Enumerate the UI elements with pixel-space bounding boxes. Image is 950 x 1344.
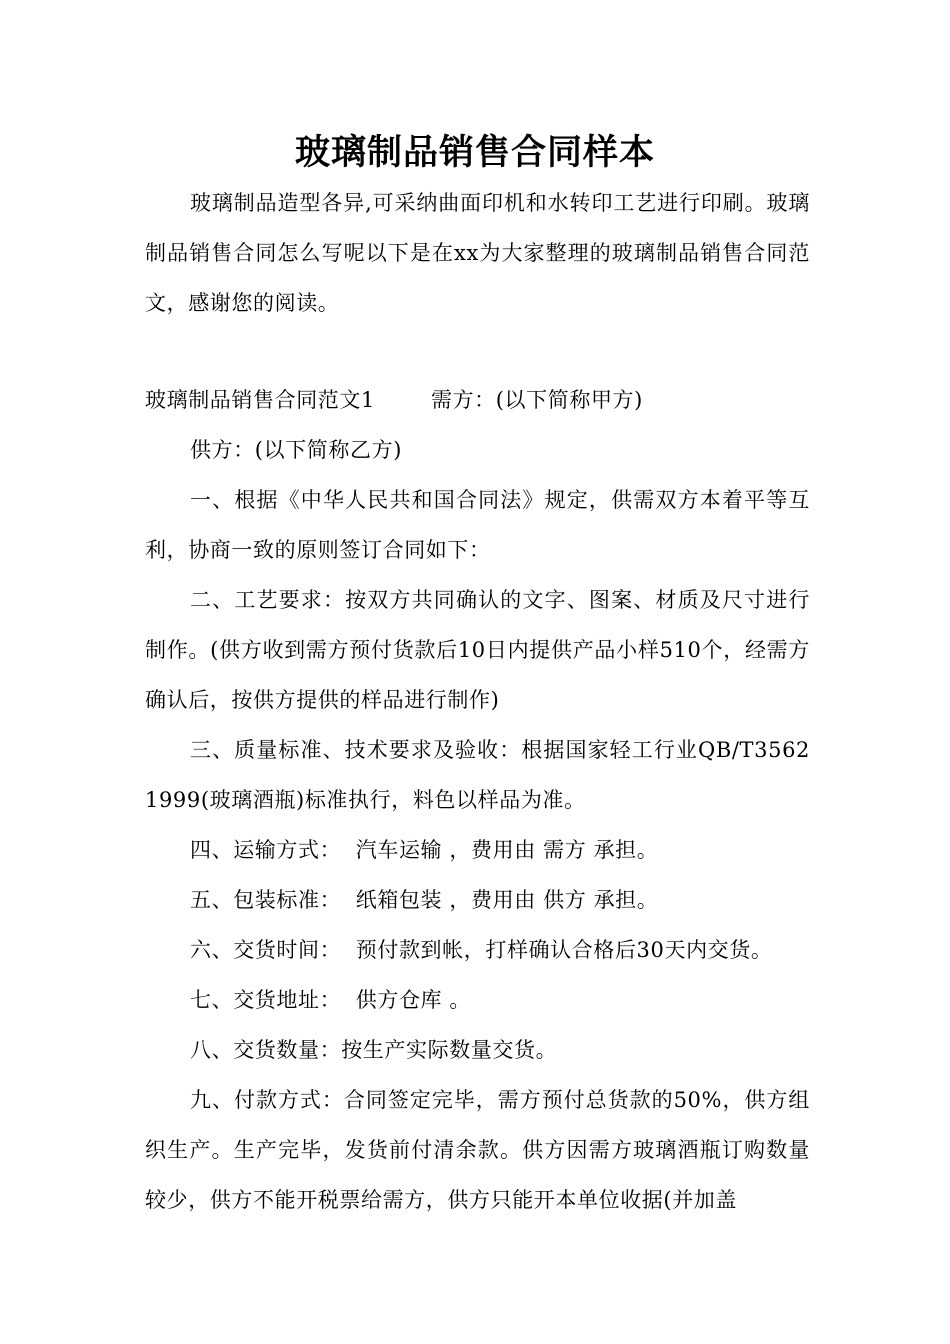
clause-9: 九、付款方式：合同签定完毕，需方预付总货款的50%，供方组织生产。生产完毕，发货前付清余款。供方因需方玻璃酒瓶订购数量较少，供方不能开税票给需方，供方只能开本单位收据(并加盖 xyxy=(145,1088,810,1212)
document-title: 玻璃制品销售合同样本 xyxy=(294,133,655,173)
intro-paragraph: 玻璃制品造型各异,可采纳曲面印机和水转印工艺进行印刷。玻璃制品销售合同怎么写呢以下是在xx为大家整理的玻璃制品销售合同范文，感谢您的阅读。 xyxy=(145,191,810,315)
buyer-line: 需方：(以下简称甲方) xyxy=(430,388,643,412)
clause-8: 八、交货数量：按生产实际数量交货。 xyxy=(190,1038,558,1062)
section-heading-line xyxy=(145,375,810,425)
clause-4: 四、运输方式： 汽车运输 ，费用由 需方 承担。 xyxy=(190,838,659,862)
clause-1: 一、根据《中华人民共和国合同法》规定，供需双方本着平等互利，协商一致的原则签订合同如下： xyxy=(145,488,810,562)
clause-5: 五、包装标准： 纸箱包装 ，费用由 供方 承担。 xyxy=(190,888,659,912)
clause-6: 六、交货时间： 预付款到帐，打样确认合格后30天内交货。 xyxy=(190,938,773,962)
clause-supplier: 供方：(以下简称乙方) xyxy=(190,438,402,462)
clause-2: 二、工艺要求：按双方共同确认的文字、图案、材质及尺寸进行制作。(供方收到需方预付货款后10日内提供产品小样510个，经需方确认后，按供方提供的样品进行制作) xyxy=(145,588,810,712)
clause-7: 七、交货地址： 供方仓库 。 xyxy=(190,988,472,1012)
section-heading: 玻璃制品销售合同范文1 xyxy=(145,388,375,412)
clause-3: 三、质量标准、技术要求及验收：根据国家轻工行业QB/T3562 1999(玻璃酒瓶)标准执行，料色以样品为准。 xyxy=(145,738,810,812)
